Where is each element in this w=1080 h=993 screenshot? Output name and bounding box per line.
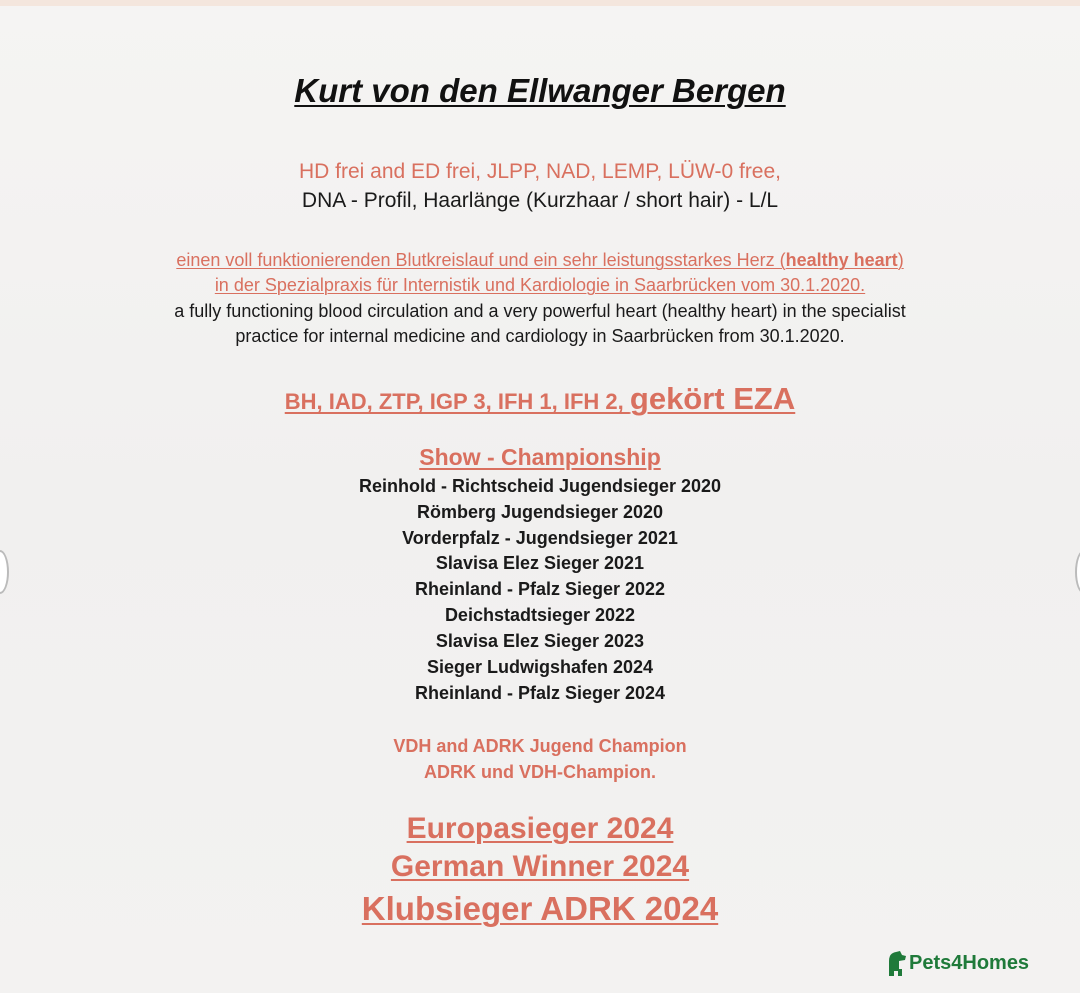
champion-line-1: VDH and ADRK Jugend Champion <box>393 736 687 756</box>
win-line-3: Klubsieger ADRK 2024 <box>361 890 719 927</box>
win-line-2: German Winner 2024 <box>390 850 690 883</box>
show-item: Sieger Ludwigshafen 2024 <box>426 657 654 677</box>
show-item: Römberg Jugendsieger 2020 <box>416 502 664 522</box>
top-band <box>0 0 1080 6</box>
titles-line: BH, IAD, ZTP, IGP 3, IFH 1, IFH 2, gekört EZA <box>284 381 796 416</box>
dog-icon <box>885 949 907 977</box>
heart-de-line-2: in der Spezialpraxis für Internistik und Kardiologie in Saarbrücken vom 30.1.2020. <box>214 275 866 295</box>
heart-de-line-1: einen voll funktionierenden Blutkreislauf und ein sehr leistungsstarkes Herz (healthy heart) <box>176 250 904 270</box>
logo-text: Pets4Homes <box>909 951 1030 974</box>
show-item: Slavisa Elez Sieger 2021 <box>435 553 645 573</box>
heart-en-line-1: a fully functioning blood circulation and a very powerful heart (healthy heart) in the specialist <box>174 301 906 321</box>
show-item: Slavisa Elez Sieger 2023 <box>435 631 645 651</box>
show-item: Reinhold - Richtscheid Jugendsieger 2020 <box>358 476 722 496</box>
health-line-2: DNA - Profil, Haarlänge (Kurzhaar / short hair) - L/L <box>301 189 779 212</box>
show-item: Rheinland - Pfalz Sieger 2024 <box>414 683 666 703</box>
heart-en-line-2: practice for internal medicine and cardiology in Saarbrücken from 30.1.2020. <box>235 326 845 346</box>
show-item: Vorderpfalz - Jugendsieger 2021 <box>402 528 678 548</box>
show-heading: Show - Championship <box>419 444 661 470</box>
win-line-1: Europasieger 2024 <box>406 812 674 845</box>
champion-line-2: ADRK und VDH-Champion. <box>424 762 656 782</box>
show-item: Rheinland - Pfalz Sieger 2022 <box>414 579 666 599</box>
page-title: Kurt von den Ellwanger Bergen <box>294 72 786 109</box>
health-line-1: HD frei and ED frei, JLPP, NAD, LEMP, LÜW-0 free, <box>298 160 781 183</box>
show-item: Deichstadtsieger 2022 <box>444 605 636 625</box>
pets4homes-logo[interactable] <box>885 946 1029 980</box>
